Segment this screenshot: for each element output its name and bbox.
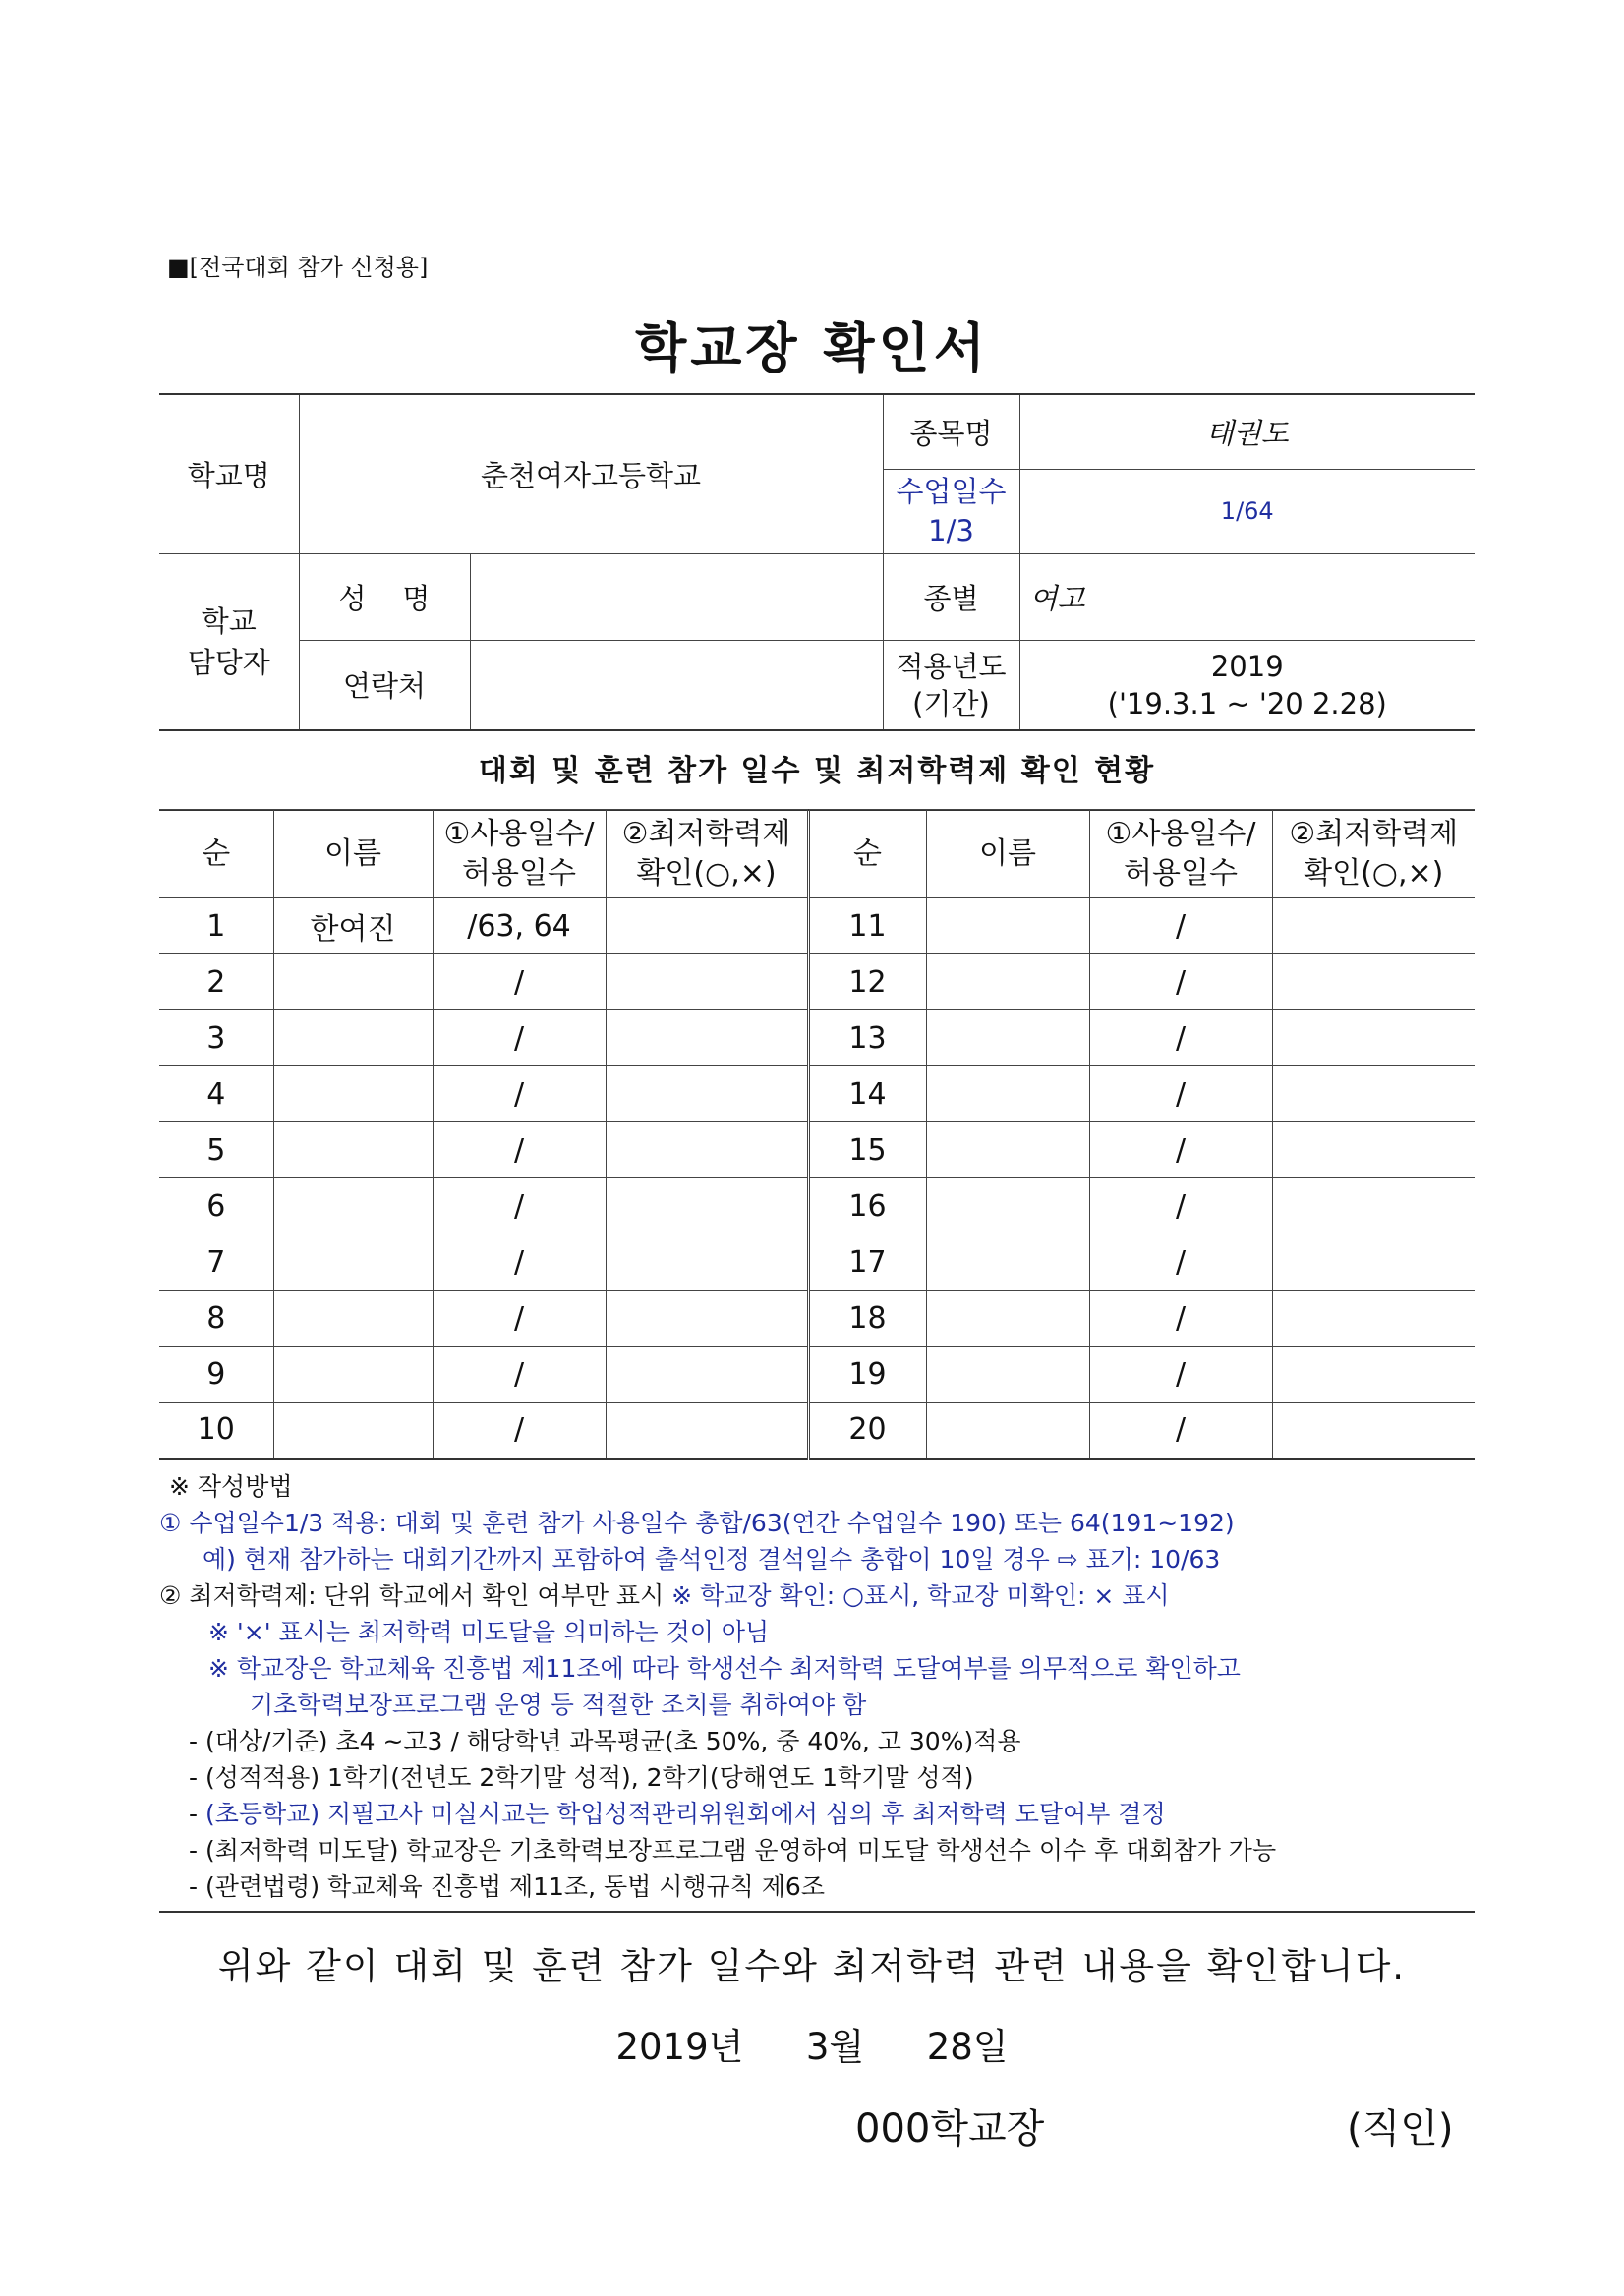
row-name-right [926,1066,1089,1122]
row-name-right [926,954,1089,1010]
row-days: / [433,1178,606,1234]
rule-elementary-text: (초등학교) 지필고사 미실시교는 학업성적관리위원회에서 심의 후 최저학력 도달여부 결정 [204,1800,1166,1828]
row-days-right: / [1089,954,1272,1010]
row-days: / [433,1066,606,1122]
row-name-right [926,1347,1089,1403]
instruction-3: ※ '×' 표시는 최저학력 미도달을 의미하는 것이 아님 [208,1618,770,1646]
row-name-right [926,1122,1089,1178]
table-row [159,1291,1475,1347]
col-header-min [606,810,808,898]
class-days-label [883,469,1019,553]
confirmation-statement: 위와 같이 대회 및 훈련 참가 일수와 최저학력 관련 내용을 확인합니다. [217,1945,1407,1987]
table-row [159,1010,1475,1066]
row-name-right [926,1234,1089,1291]
table-row [159,1347,1475,1403]
class-days-label-line1: 수업일수 [896,475,1007,508]
row-min-right [1272,898,1475,954]
manager-name-label: 성 명 [299,553,470,640]
school-name-label: 학교명 [159,394,299,553]
row-min [606,1347,808,1403]
row-days: / [433,1291,606,1347]
row-no-right: 15 [808,1122,926,1178]
row-min [606,1291,808,1347]
row-name-right [926,1178,1089,1234]
year-value [1019,640,1475,730]
row-no-right: 14 [808,1066,926,1122]
rule-target: - (대상/기준) 초4 ~고3 / 해당학년 과목평균(초 50%, 중 40%, 고 30%)적용 [189,1727,1021,1755]
row-no-right: 18 [808,1291,926,1347]
row-min [606,1010,808,1066]
document-title: 학교장 확인서 [635,317,989,379]
manager-name-value [470,553,883,640]
row-name [273,1122,433,1178]
table-row [159,1178,1475,1234]
school-name-value: 춘천여자고등학교 [299,394,883,553]
manager-contact-label: 연락처 [299,640,470,730]
instructions-heading: ※ 작성방법 [169,1472,293,1501]
row-min [606,1122,808,1178]
instruction-1-line2: 예) 현재 참가하는 대회기간까지 포함하여 출석인정 결석일수 총합이 10일 경우 ⇨ 표기: 10/63 [203,1545,1221,1574]
row-days: / [433,1347,606,1403]
row-min-right [1272,1403,1475,1459]
rule-not-met: - (최저학력 미도달) 학교장은 기초학력보장프로그램 운영하여 미도달 학생선수 이수 후 대회참가 가능 [189,1836,1277,1865]
form-type-tag: ■[전국대회 참가 신청용] [167,254,429,281]
row-min [606,1403,808,1459]
row-no: 1 [159,898,273,954]
row-name-right [926,898,1089,954]
sport-label: 종목명 [883,394,1019,469]
row-days: / [433,954,606,1010]
table-row [159,1403,1475,1459]
row-name [273,1178,433,1234]
school-manager-label-line1: 학교 [201,603,257,638]
col-header-min-right [1272,810,1475,898]
col-header-min-right-line2: 확인(○,×) [1304,855,1444,890]
rule-elementary [159,1796,1475,1832]
col-header-days-right-line2: 허용일수 [1124,855,1238,890]
col-header-name: 이름 [273,810,433,898]
row-days-right: / [1089,1178,1272,1234]
row-name-right [926,1403,1089,1459]
row-name [273,1010,433,1066]
class-days-label-line2: 1/3 [928,514,974,547]
year-label [883,640,1019,730]
instruction-2-suffix: ※ 학교장 확인: ○표시, 학교장 미확인: × 표시 [664,1581,1170,1610]
col-header-days-line1: ①사용일수/ [443,816,595,851]
year-value-line1: 2019 [1210,649,1284,683]
row-no: 9 [159,1347,273,1403]
col-header-no: 순 [159,810,273,898]
row-no-right: 20 [808,1403,926,1459]
col-header-name-right: 이름 [926,810,1089,898]
instruction-4-line2: 기초학력보장프로그램 운영 등 적절한 조치를 취하여야 함 [250,1691,867,1719]
row-no-right: 19 [808,1347,926,1403]
row-days-right: / [1089,1010,1272,1066]
row-no-right: 16 [808,1178,926,1234]
rule-grades: - (성적적용) 1학기(전년도 2학기말 성적), 2학기(당해연도 1학기말 성적) [189,1763,974,1792]
instruction-2 [159,1578,1475,1614]
row-min-right [1272,1291,1475,1347]
table-row [159,1122,1475,1178]
date-year: 2019년 [615,2026,744,2068]
year-value-line2: ('19.3.1 ~ '20 2.28) [1107,686,1387,720]
category-value: 여고 [1019,553,1475,640]
col-header-days-right [1089,810,1272,898]
row-days-right: / [1089,1291,1272,1347]
school-manager-label-line2: 담당자 [187,645,270,679]
row-days-right: / [1089,898,1272,954]
official-seal: (직인) [1347,2106,1454,2152]
row-name [273,1234,433,1291]
row-days: / [433,1234,606,1291]
category-label: 종별 [883,553,1019,640]
row-no: 8 [159,1291,273,1347]
row-min-right [1272,1347,1475,1403]
principal-name: 000학교장 [855,2106,1045,2152]
row-days: / [433,1403,606,1459]
row-min-right [1272,1066,1475,1122]
col-header-days-right-line1: ①사용일수/ [1105,816,1256,851]
row-days-right: / [1089,1347,1272,1403]
rule-elementary-prefix: - [189,1800,205,1828]
row-days: / [433,1122,606,1178]
row-days-right: / [1089,1403,1272,1459]
row-no-right: 13 [808,1010,926,1066]
row-min-right [1272,1122,1475,1178]
col-header-days [433,810,606,898]
row-name-right [926,1291,1089,1347]
row-no: 5 [159,1122,273,1178]
col-header-min-line1: ②최저학력제 [621,816,791,851]
school-info-table [159,393,1475,731]
row-no-right: 17 [808,1234,926,1291]
instruction-2-prefix: ② 최저학력제: 단위 학교에서 확인 여부만 표시 [159,1581,665,1610]
row-no: 3 [159,1010,273,1066]
row-no: 6 [159,1178,273,1234]
row-name [273,954,433,1010]
row-min [606,898,808,954]
date-day: 28일 [926,2026,1009,2068]
row-min [606,1178,808,1234]
col-header-no-right: 순 [808,810,926,898]
table-row [159,1234,1475,1291]
class-days-value: 1/64 [1019,469,1475,553]
row-days-right: / [1089,1234,1272,1291]
table-row [159,898,1475,954]
row-min-right [1272,1234,1475,1291]
row-name-right [926,1010,1089,1066]
row-name [273,1403,433,1459]
row-name [273,1347,433,1403]
row-days-right: / [1089,1122,1272,1178]
row-no-right: 11 [808,898,926,954]
year-label-line2: (기간) [912,686,990,720]
section-heading: 대회 및 훈련 참가 일수 및 최저학력제 확인 현황 [159,734,1475,811]
row-min-right [1272,1178,1475,1234]
manager-contact-value [470,640,883,730]
sport-value: 태권도 [1019,394,1475,469]
row-days: / [433,1010,606,1066]
instruction-4-line1: ※ 학교장은 학교체육 진흥법 제11조에 따라 학생선수 최저학력 도달여부를 의무적으로 확인하고 [208,1654,1241,1683]
row-name [273,1066,433,1122]
instruction-1-line1: ① 수업일수1/3 적용: 대회 및 훈련 참가 사용일수 총합/63(연간 수업일수 190) 또는 64(191~192) [159,1509,1235,1537]
instructions [159,1468,1475,1913]
school-manager-label [159,553,299,730]
rule-law: - (관련법령) 학교체육 진흥법 제11조, 동법 시행규칙 제6조 [189,1872,825,1901]
year-label-line1: 적용년도 [896,649,1007,683]
row-no-right: 12 [808,954,926,1010]
row-min-right [1272,1010,1475,1066]
row-min [606,1066,808,1122]
table-row [159,954,1475,1010]
roster-table [159,809,1475,1460]
row-no: 2 [159,954,273,1010]
col-header-days-line2: 허용일수 [462,855,576,890]
col-header-min-line2: 확인(○,×) [636,855,777,890]
table-row [159,1066,1475,1122]
row-no: 10 [159,1403,273,1459]
col-header-min-right-line1: ②최저학력제 [1289,816,1459,851]
row-name: 한여진 [273,898,433,954]
roster-body [159,898,1475,1459]
signature-date [0,2017,1624,2070]
row-min [606,954,808,1010]
roster-header-row [159,810,1475,898]
row-min [606,1234,808,1291]
row-no: 4 [159,1066,273,1122]
row-no: 7 [159,1234,273,1291]
date-month: 3월 [805,2026,865,2068]
row-min-right [1272,954,1475,1010]
row-name [273,1291,433,1347]
row-days-right: / [1089,1066,1272,1122]
row-days: /63, 64 [433,898,606,954]
